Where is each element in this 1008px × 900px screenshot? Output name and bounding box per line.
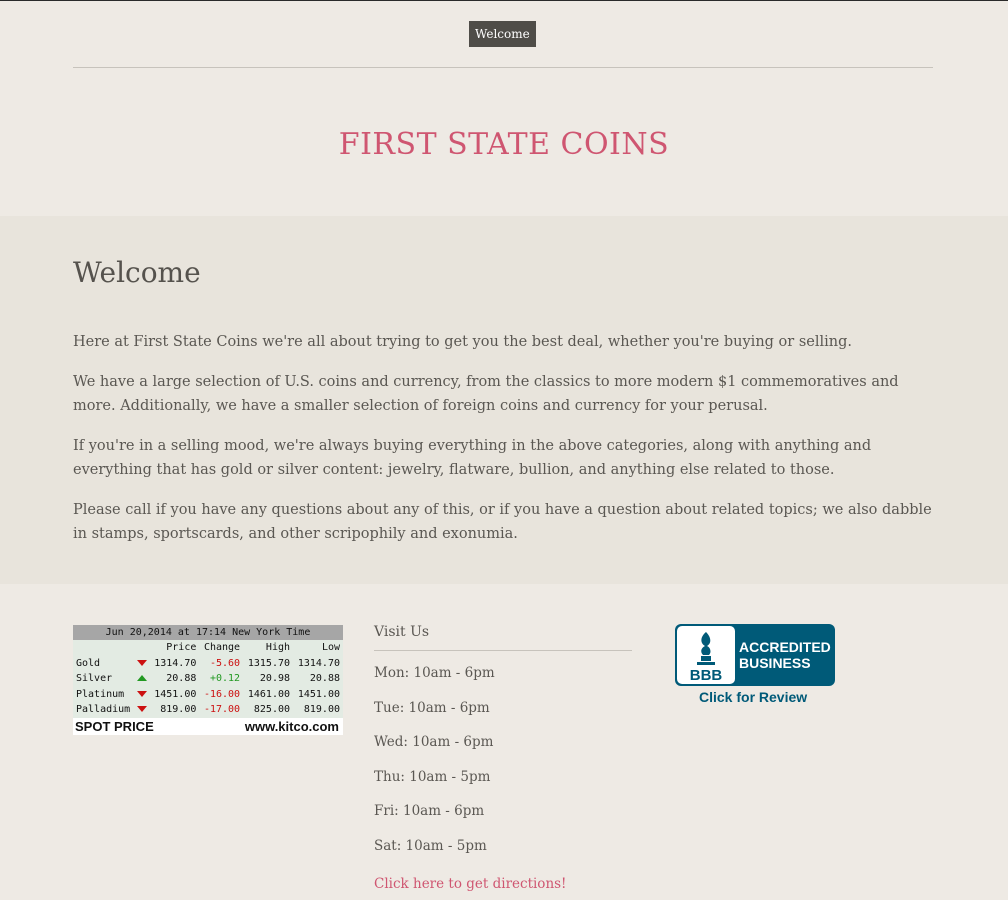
- price-cell: 20.88: [166, 673, 197, 684]
- list-item: Thu: 10am - 5pm: [374, 768, 491, 785]
- nav-item-welcome[interactable]: Welcome: [469, 21, 536, 47]
- torch-icon: [677, 626, 735, 684]
- table-header-row: [73, 640, 343, 656]
- high-cell: 1461.00: [247, 688, 291, 700]
- spot-price-table: [73, 640, 343, 718]
- low-cell: 1451.00: [297, 688, 340, 700]
- kitco-spot-price-widget[interactable]: [73, 625, 343, 735]
- paragraph: We have a large selection of U.S. coins and currency, from the classics to more modern $1 commemoratives and more. Additionally, we have a smaller selection of foreign coins and currency for your perusal.: [73, 374, 899, 414]
- paragraph: Here at First State Coins we're all about trying to get you the best deal, whether you're buying or selling.: [73, 334, 852, 350]
- bbb-accredited-badge[interactable]: [675, 624, 837, 705]
- column-header-arrow: [135, 640, 149, 656]
- list-item: Wed: 10am - 6pm: [374, 734, 494, 751]
- price-cell: 819.00: [160, 704, 197, 715]
- paragraph: Please call if you have any questions about any of this, or if you have a question about related topics; we also dabble in stamps, sportscards, and other scripophily and exonumia.: [73, 502, 932, 542]
- low-cell: 1314.70: [297, 657, 340, 669]
- column-header-low: Low: [321, 642, 340, 653]
- low-cell: 819.00: [303, 704, 340, 715]
- price-cell: 1451.00: [154, 688, 197, 700]
- visit-us-heading: Visit Us: [374, 624, 632, 651]
- list-item: Fri: 10am - 6pm: [374, 803, 485, 820]
- bbb-line1: ACCREDITED: [739, 639, 831, 655]
- table-row: [73, 702, 343, 718]
- column-header-metal: [73, 640, 135, 656]
- column-header-change: Change: [203, 642, 241, 653]
- metal-name: Gold: [76, 657, 101, 669]
- change-cell: -17.00: [203, 704, 241, 715]
- page-title: Welcome: [73, 256, 201, 289]
- paragraph: If you're in a selling mood, we're always buying everything in the above categories, along with anything and everything that has gold or silver content: jewelry, flatware, bullion, and anything else related to those.: [73, 438, 872, 478]
- down-arrow-icon: [137, 660, 147, 666]
- bbb-logo-text: BBB: [689, 667, 723, 684]
- metal-name: Platinum: [76, 688, 125, 700]
- up-arrow-icon: [137, 675, 147, 681]
- high-cell: 825.00: [253, 704, 291, 715]
- low-cell: 20.88: [309, 673, 340, 684]
- bbb-badge-box: [675, 624, 835, 686]
- down-arrow-icon: [137, 691, 147, 697]
- site-title[interactable]: FIRST STATE COINS: [338, 127, 670, 162]
- list-item: Mon: 10am - 6pm: [374, 665, 495, 681]
- metal-name: Palladium: [76, 704, 131, 715]
- metal-name: Silver: [76, 673, 113, 684]
- list-item: Sat: 10am - 5pm: [374, 837, 487, 854]
- bbb-review-link[interactable]: Click for Review: [699, 689, 808, 705]
- table-row: [73, 671, 343, 687]
- hours-list: [374, 665, 632, 873]
- change-cell: -16.00: [203, 688, 241, 700]
- down-arrow-icon: [137, 706, 147, 712]
- footer: [0, 584, 1008, 900]
- bbb-line2: BUSINESS: [739, 655, 811, 671]
- nav-divider: [73, 67, 933, 68]
- price-cell: 1314.70: [154, 657, 197, 669]
- table-row: [73, 656, 343, 672]
- column-header-high: High: [265, 642, 291, 653]
- spot-price-label: SPOT PRICE: [75, 718, 154, 734]
- high-cell: 20.98: [259, 673, 291, 684]
- bbb-accredited-text: [739, 639, 831, 671]
- kitco-footer: [73, 718, 343, 735]
- bbb-logo: [677, 626, 735, 684]
- visit-us-section: [374, 624, 632, 892]
- column-header-price: Price: [166, 642, 197, 653]
- kitco-link[interactable]: www.kitco.com: [244, 718, 339, 734]
- top-nav: [0, 1, 1008, 67]
- change-cell: +0.12: [209, 673, 241, 684]
- table-row: [73, 687, 343, 703]
- welcome-section: [0, 216, 1008, 584]
- change-cell: -5.60: [209, 657, 241, 669]
- list-item: Tue: 10am - 6pm: [374, 699, 490, 716]
- kitco-timestamp: Jun 20,2014 at 17:14 New York Time: [73, 625, 343, 640]
- directions-link[interactable]: Click here to get directions!: [374, 875, 567, 892]
- welcome-body: [73, 330, 933, 562]
- high-cell: 1315.70: [247, 657, 291, 669]
